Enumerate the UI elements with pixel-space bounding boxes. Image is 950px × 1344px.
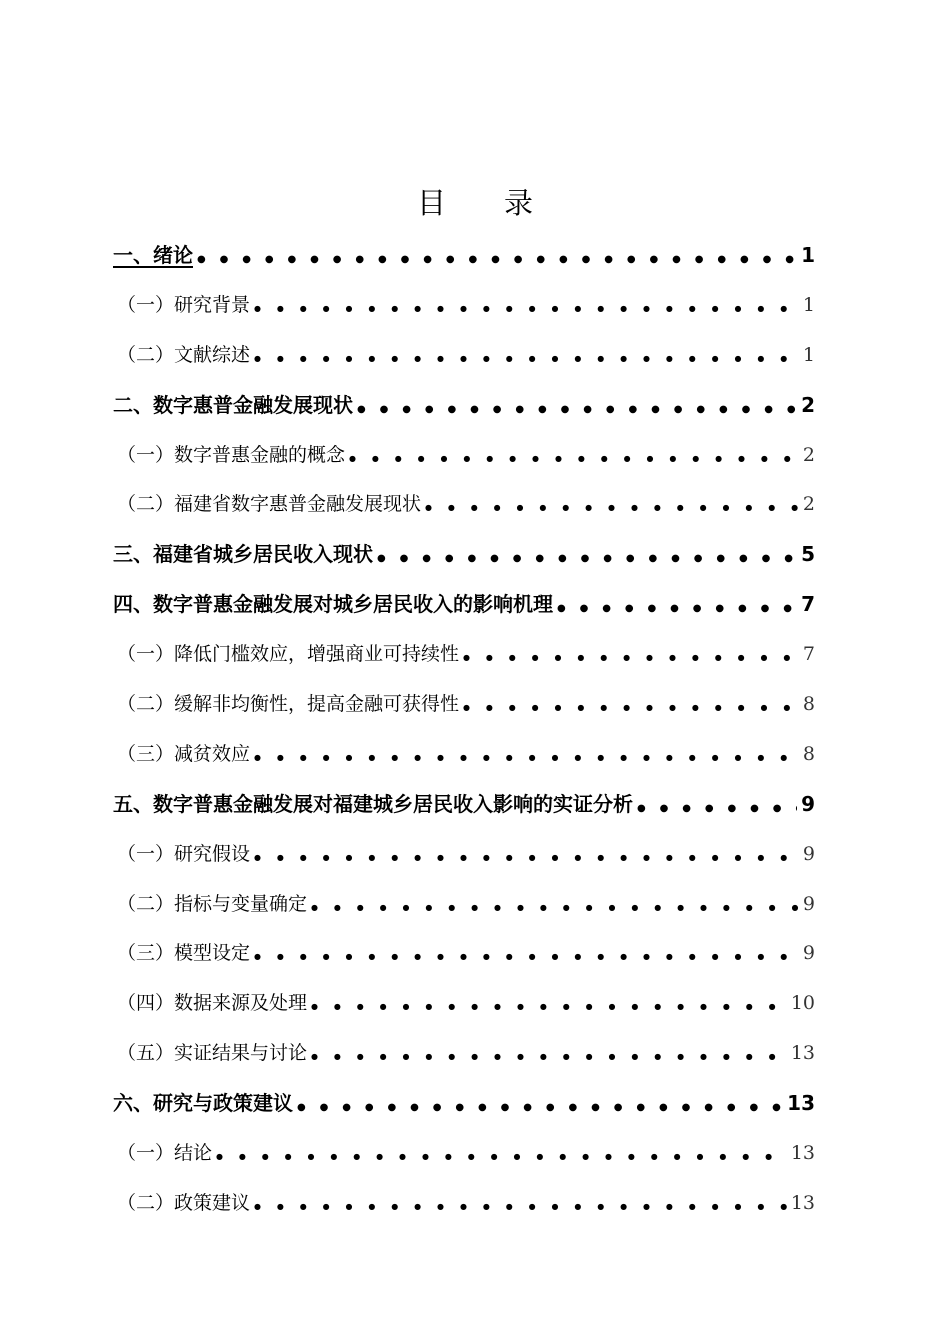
toc-entry-label: （二）政策建议 (117, 1191, 251, 1214)
toc-page-number: 8 (802, 742, 815, 765)
toc-chapter-entry[interactable] (113, 382, 815, 432)
toc-chapter-entry[interactable] (113, 232, 815, 282)
toc-dot-leader (311, 984, 787, 1030)
toc-page-number: 9 (802, 842, 815, 865)
toc-title: 目录 (416, 186, 591, 220)
toc-dot-leader (254, 835, 799, 881)
toc-dot-leader (254, 336, 799, 382)
toc-page-number: 1 (801, 243, 815, 267)
toc-chapter-entry[interactable] (113, 1080, 815, 1130)
toc-dot-leader (297, 1085, 783, 1131)
toc-page-number: 9 (802, 942, 815, 965)
toc-section-entry[interactable] (113, 681, 815, 731)
toc-section-entry[interactable] (113, 1130, 815, 1180)
toc-entry-label: （二）指标与变量确定 (117, 892, 308, 915)
toc-section-entry[interactable] (113, 731, 815, 781)
toc-entry-label: （二）福建省数字惠普金融发展现状 (117, 493, 422, 516)
toc-page-number: 5 (801, 542, 815, 567)
toc-section-entry[interactable] (113, 930, 815, 980)
toc-chapter-entry[interactable] (113, 531, 815, 581)
toc-chapter-entry[interactable] (113, 781, 815, 831)
toc-entry-label: （三）模型设定 (117, 942, 251, 965)
toc-section-entry[interactable] (113, 1180, 815, 1230)
toc-page-number: 2 (802, 493, 815, 516)
toc-entry-label: 一、绪论 (113, 243, 193, 267)
toc-entry-label: （五）实证结果与讨论 (117, 1042, 308, 1065)
toc-section-entry[interactable] (113, 881, 815, 931)
toc-section-entry[interactable] (113, 432, 815, 482)
toc-dot-leader (463, 635, 799, 681)
toc-dot-leader (311, 885, 799, 931)
toc-page-number: 10 (790, 992, 815, 1015)
toc-entry-label: （四）数据来源及处理 (117, 992, 308, 1015)
toc-entry-label: 二、数字惠普金融发展现状 (113, 392, 353, 417)
toc-entry-label: 三、福建省城乡居民收入现状 (113, 542, 373, 567)
toc-page-number: 13 (787, 1091, 815, 1116)
toc-entry-label: （一）研究背景 (117, 293, 251, 316)
toc-section-entry[interactable] (113, 481, 815, 531)
toc-dot-leader (349, 436, 799, 482)
toc-dot-leader (197, 237, 797, 283)
toc-dot-leader (254, 934, 799, 980)
toc-section-entry[interactable] (113, 631, 815, 681)
toc-section-entry[interactable] (113, 980, 815, 1030)
toc-dot-leader (637, 786, 797, 832)
toc-dot-leader (311, 1034, 787, 1080)
toc-page-number: 13 (790, 1142, 815, 1165)
toc-dot-leader (254, 735, 799, 781)
table-of-contents (113, 232, 815, 1230)
toc-entry-label: （二）文献综述 (117, 343, 251, 366)
toc-chapter-entry[interactable] (113, 581, 815, 631)
toc-dot-leader (463, 685, 799, 731)
toc-dot-leader (254, 1184, 787, 1230)
toc-page-number: 2 (802, 443, 815, 466)
toc-dot-leader (216, 1134, 787, 1180)
toc-section-entry[interactable] (113, 1030, 815, 1080)
toc-entry-label: （一）结论 (117, 1142, 213, 1165)
toc-section-entry[interactable] (113, 282, 815, 332)
toc-page-number: 1 (802, 293, 815, 316)
toc-entry-label: （一）降低门槛效应，增强商业可持续性 (117, 643, 460, 666)
toc-entry-label: 五、数字普惠金融发展对福建城乡居民收入影响的实证分析 (113, 791, 633, 816)
toc-entry-label: （一）数字普惠金融的概念 (117, 443, 346, 466)
toc-dot-leader (557, 586, 797, 632)
toc-section-entry[interactable] (113, 831, 815, 881)
toc-page-number: 9 (801, 791, 815, 816)
toc-page-number: 2 (801, 392, 815, 417)
toc-dot-leader (377, 536, 797, 582)
toc-entry-label: （三）减贫效应 (117, 742, 251, 765)
toc-dot-leader (254, 286, 799, 332)
toc-entry-label: 六、研究与政策建议 (113, 1091, 293, 1116)
toc-entry-label: （二）缓解非均衡性，提高金融可获得性 (117, 693, 460, 716)
toc-entry-label: （一）研究假设 (117, 842, 251, 865)
toc-entry-label: 四、数字普惠金融发展对城乡居民收入的影响机理 (113, 592, 553, 617)
toc-dot-leader (425, 485, 799, 531)
toc-page-number: 13 (790, 1191, 815, 1214)
toc-page-number: 8 (802, 693, 815, 716)
toc-page-number: 13 (790, 1042, 815, 1065)
toc-section-entry[interactable] (113, 332, 815, 382)
toc-page-number: 7 (801, 592, 815, 617)
toc-page-number: 1 (802, 343, 815, 366)
toc-dot-leader (357, 387, 797, 433)
toc-page-number: 7 (802, 643, 815, 666)
toc-page-number: 9 (802, 892, 815, 915)
